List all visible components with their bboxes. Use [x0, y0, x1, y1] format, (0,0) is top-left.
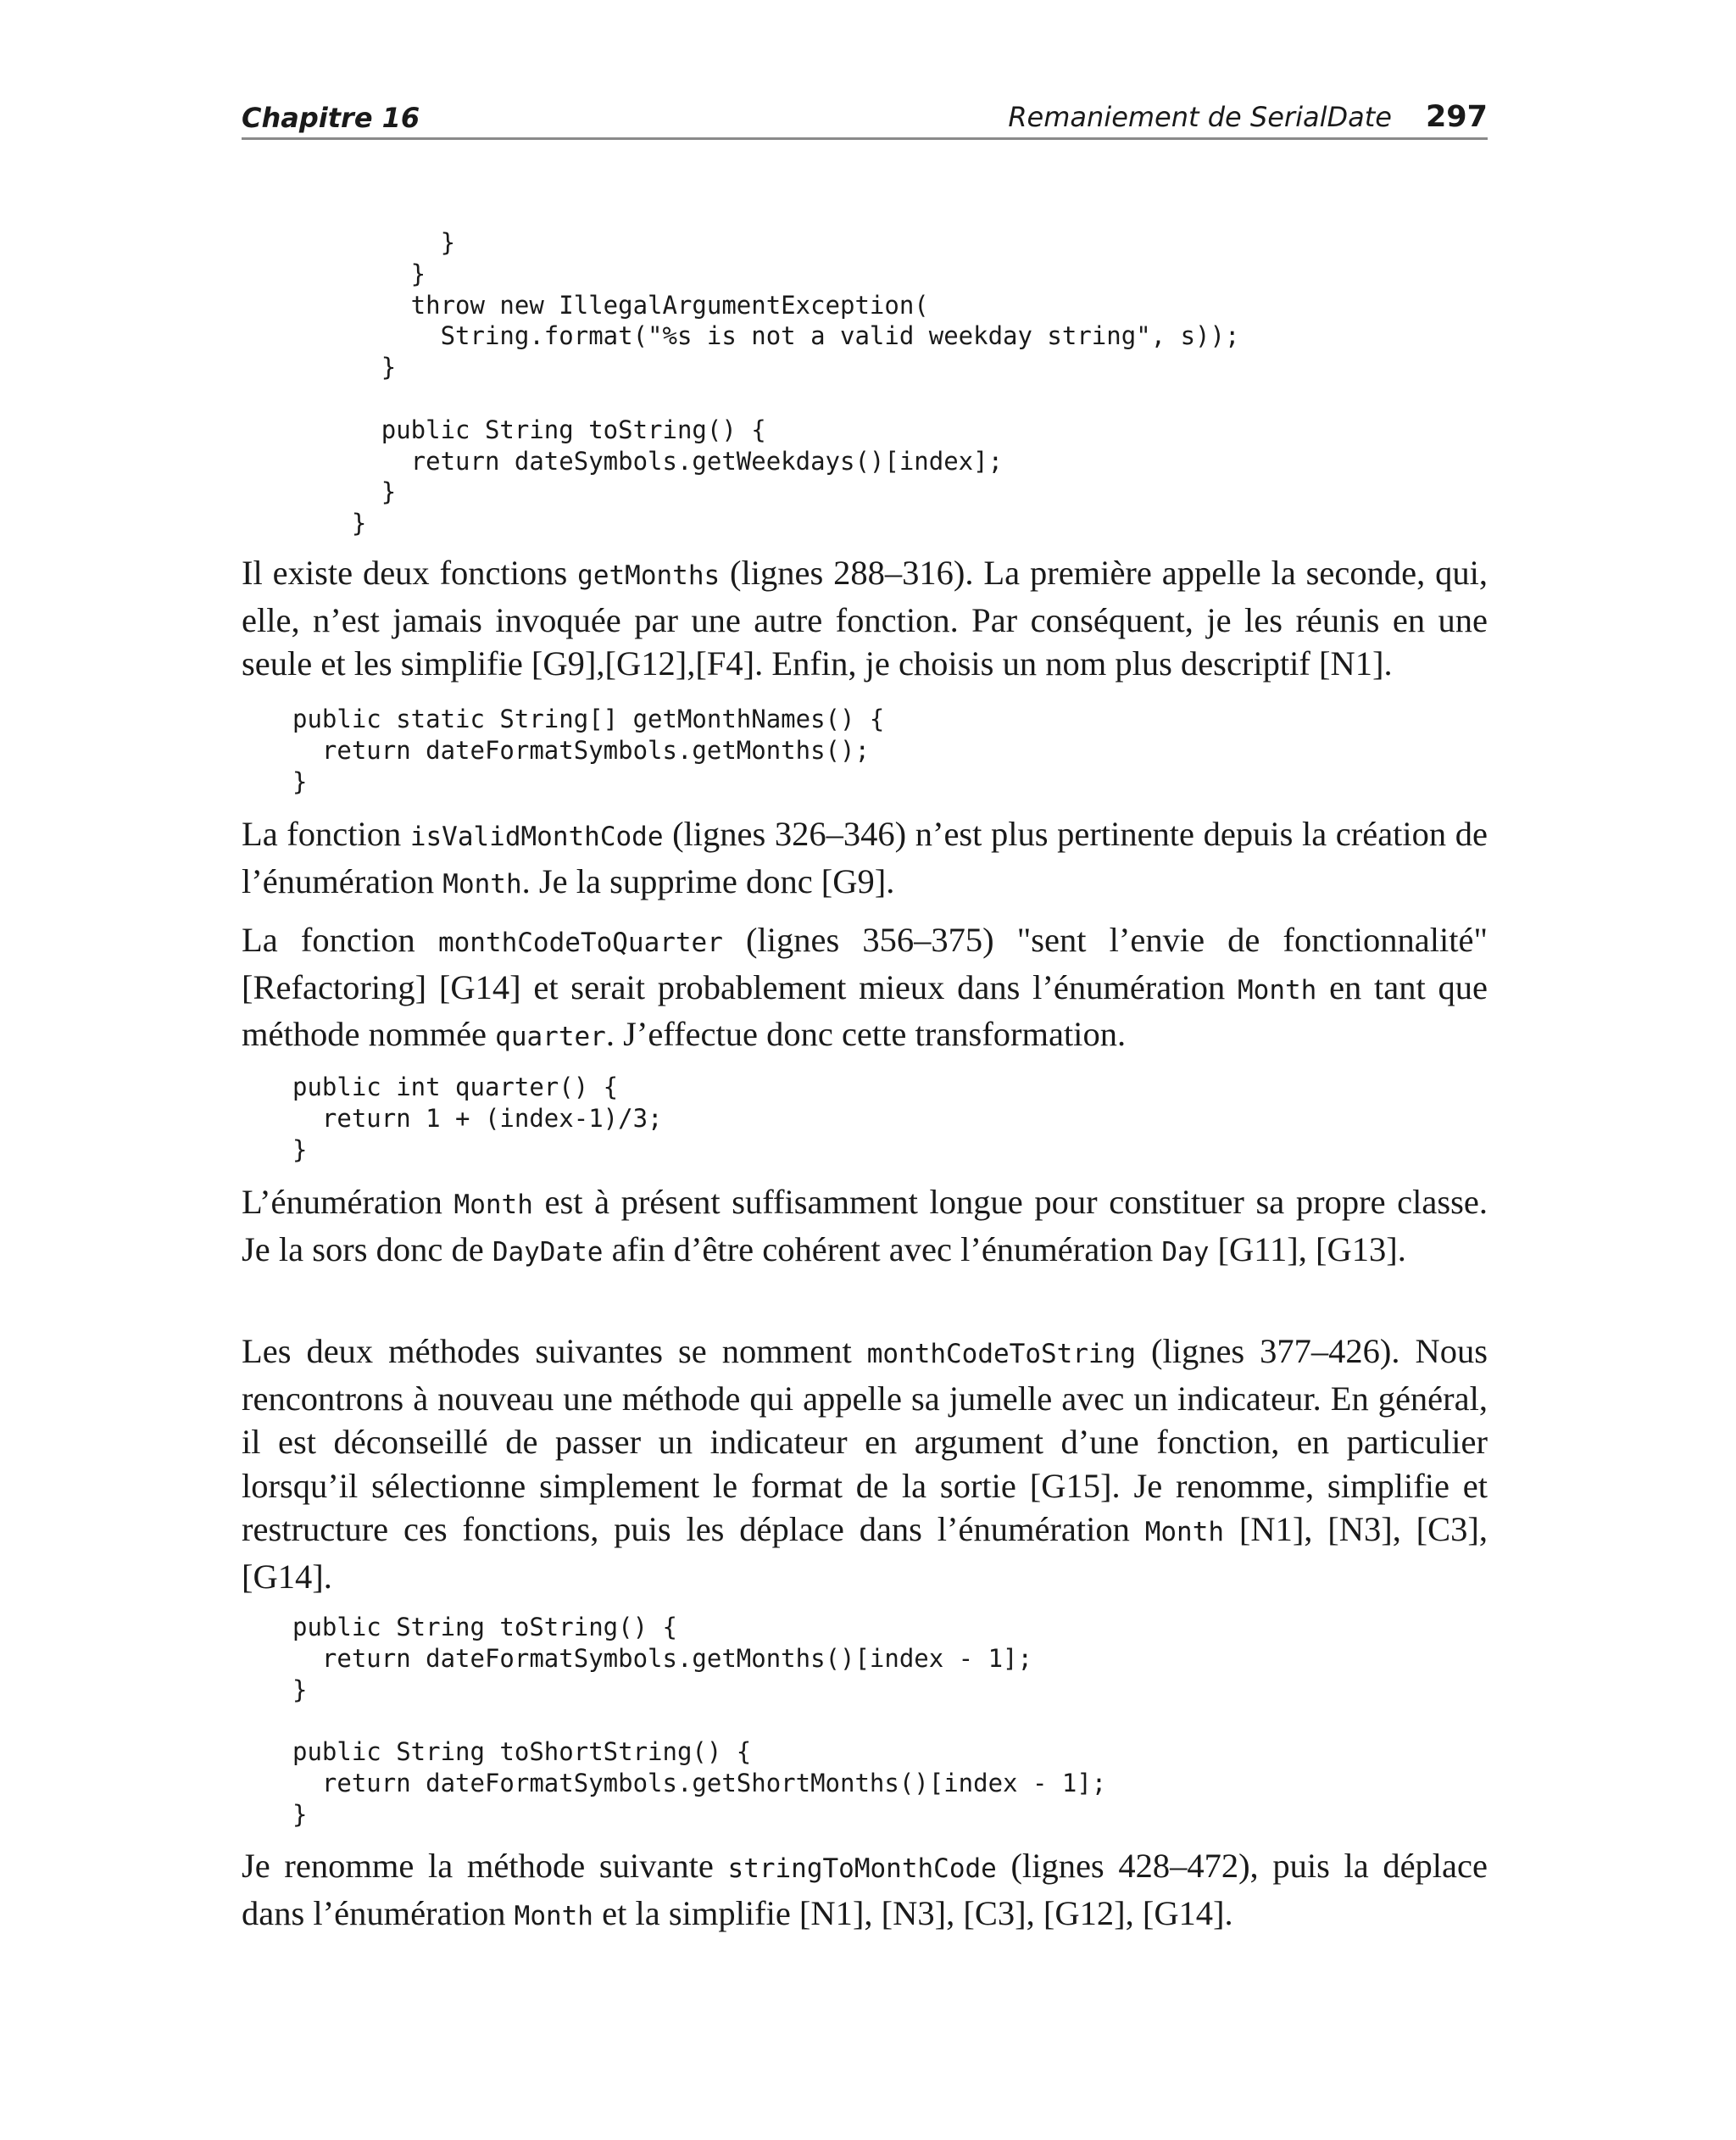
- inline-code: Month: [442, 868, 522, 900]
- code-block-tostring: public String toString() { return dateFormatSymbols.getMonths()[index - 1]; } public String toShortString() { return dateFormatSymbols.getShortMonths()[index - 1]; }: [292, 1613, 1107, 1829]
- inline-code: Month: [514, 1900, 593, 1931]
- paragraph-month-enum: L’énumération Month est à présent suffisamment longue pour constituer sa propre classe. Je la sors donc de DayDate afin d’être cohérent avec l’énumération Day [G11], [G13].: [242, 1183, 1488, 1268]
- inline-code: stringToMonthCode: [727, 1853, 997, 1884]
- inline-code: Month: [1238, 974, 1317, 1006]
- inline-code: quarter: [495, 1022, 606, 1052]
- inline-code: Month: [453, 1190, 533, 1220]
- paragraph-stringtomonthcode: Je renomme la méthode suivante stringToMonthCode (lignes 428–472), puis la déplace dans l’énumération Month et la simplifie [N1], [N3], [C3], [G12], [G14].: [242, 1847, 1488, 1932]
- inline-code: Month: [1144, 1517, 1225, 1547]
- inline-code: Day: [1161, 1236, 1210, 1268]
- paragraph-monthcodetoquarter: La fonction monthCodeToQuarter (lignes 356–375) "sent l’envie de fonctionnalité" [Refactoring] [G14] et serait probablement mieux dans l’énumération Month en tant que méthode nommée quarter. J’effectue donc cette transformation.: [242, 921, 1488, 1053]
- inline-code: isValidMonthCode: [409, 822, 664, 852]
- code-block-weekday-end: } } throw new IllegalArgumentException( String.format("%s is not a valid weekday string", s)); } public String toString() { return dateSymbols.getWeekdays()[index]; } }: [351, 228, 1240, 538]
- paragraph-isvalidmonthcode: La fonction isValidMonthCode (lignes 326–346) n’est plus pertinente depuis la création de l’énumération Month. Je la supprime donc [G9].: [242, 815, 1488, 900]
- header-right: [1008, 100, 1488, 134]
- inline-code: monthCodeToQuarter: [437, 928, 723, 958]
- section-title: Remaniement de SerialDate: [1008, 101, 1392, 133]
- paragraph-monthcodetostring: Les deux méthodes suivantes se nomment monthCodeToString (lignes 377–426). Nous rencontrons à nouveau une méthode qui appelle sa jumelle avec un indicateur. En général, il est déconseillé de passer un indicateur en argument d’une fonction, en particulier lorsqu’il sélectionne simplement le format de la sortie [G15]. Je renomme, simplifie et restructure ces fonctions, puis les déplace dans l’énumération Month [N1], [N3], [C3], [G14].: [242, 1332, 1488, 1596]
- code-block-getmonthnames: public static String[] getMonthNames() { return dateFormatSymbols.getMonths(); }: [292, 705, 885, 796]
- chapter-label: Chapitre 16: [242, 102, 420, 134]
- running-header: [242, 100, 1488, 140]
- inline-code: getMonths: [577, 560, 721, 591]
- inline-code: DayDate: [492, 1236, 604, 1268]
- code-block-quarter: public int quarter() { return 1 + (index-1)/3; }: [292, 1073, 663, 1164]
- page-number: 297: [1425, 100, 1488, 134]
- paragraph-getmonths: Il existe deux fonctions getMonths (lignes 288–316). La première appelle la seconde, qui, elle, n’est jamais invoquée par une autre fonction. Par conséquent, je les réunis en une seule et les simplifie [G9],[G12],[F4]. Enfin, je choisis un nom plus descriptif [N1].: [242, 554, 1488, 683]
- inline-code: monthCodeToString: [866, 1339, 1136, 1369]
